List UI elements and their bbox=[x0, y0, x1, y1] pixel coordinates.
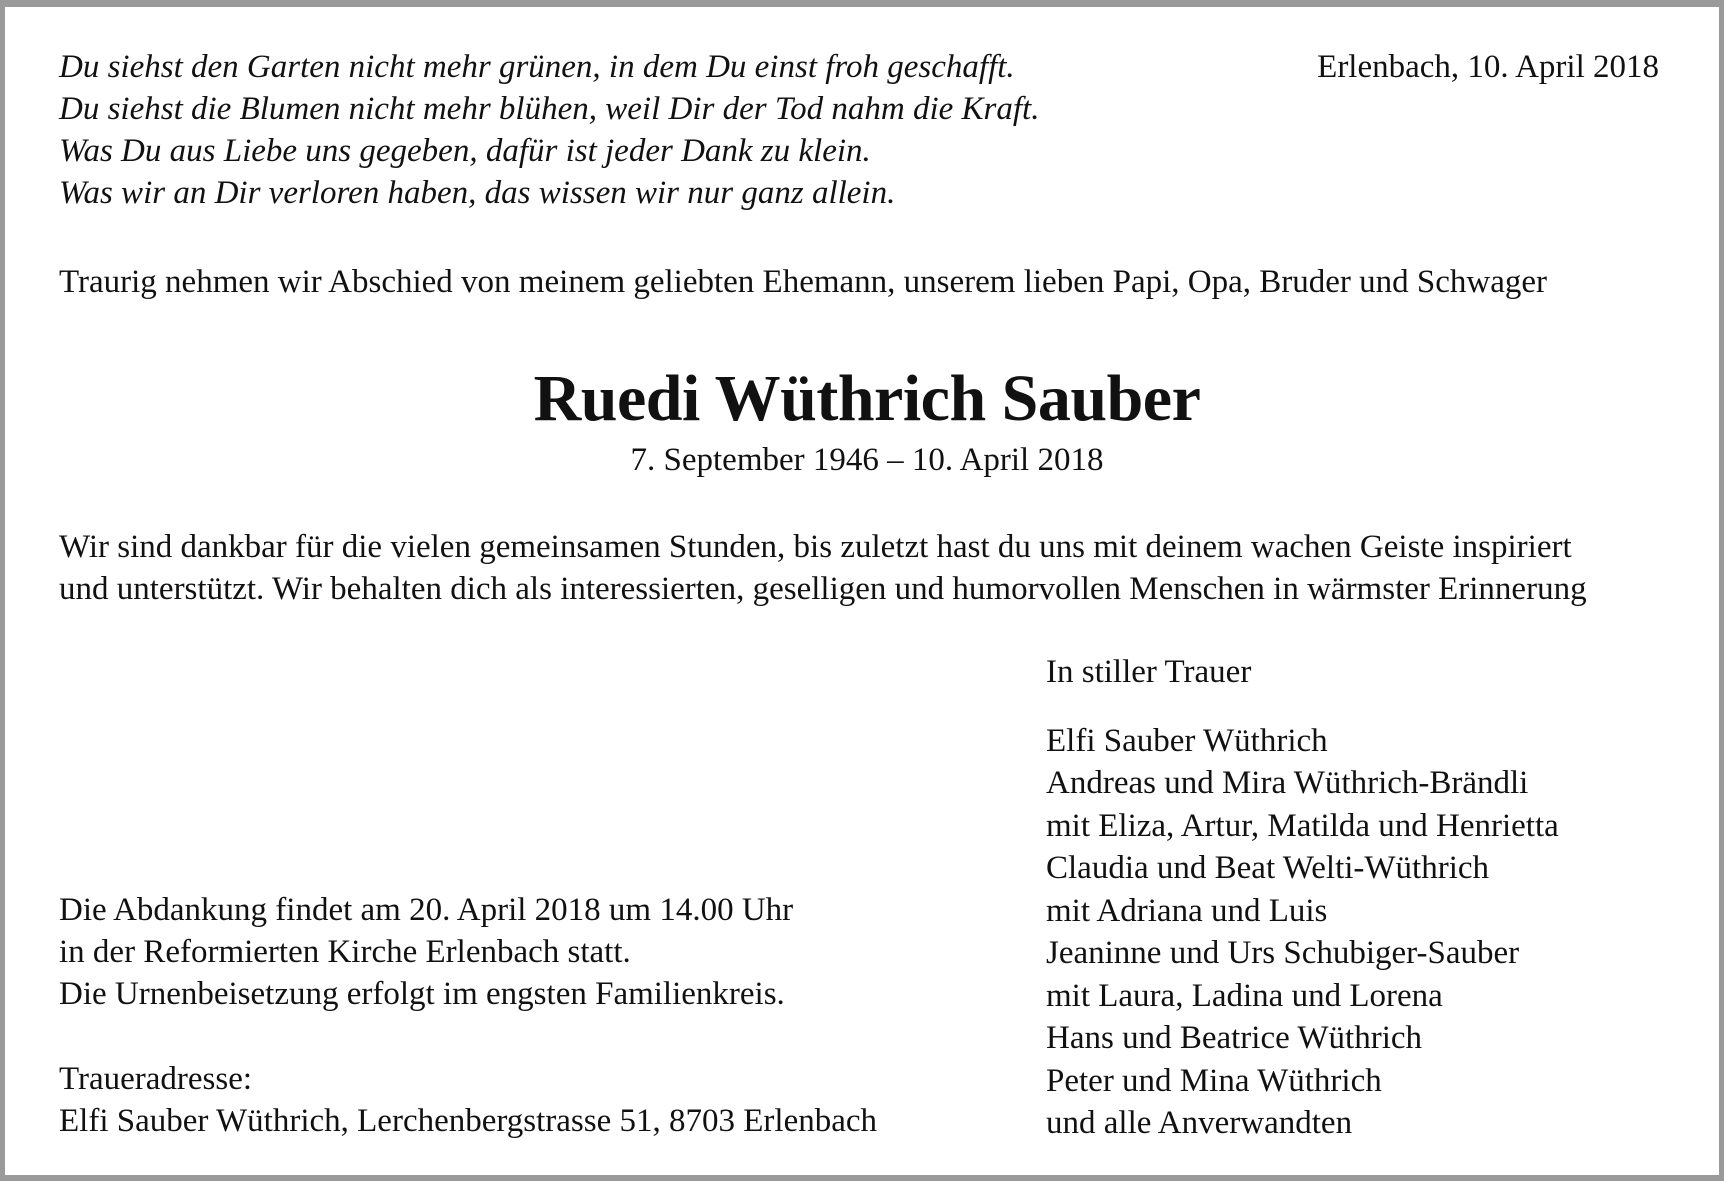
mourning-heading: In stiller Trauer bbox=[1046, 654, 1252, 690]
thanks-paragraph bbox=[59, 526, 1679, 610]
mourner-line: mit Eliza, Artur, Matilda und Henrietta bbox=[1046, 807, 1559, 844]
mourner-line: Claudia und Beat Welti-Wüthrich bbox=[1046, 850, 1490, 886]
mourner-line: und alle Anverwandten bbox=[1046, 1105, 1353, 1141]
thanks-line: Wir sind dankbar für die vielen gemeinsamen Stunden, bis zuletzt hast du uns mit deinem wachen Geiste inspiriert bbox=[59, 529, 1572, 565]
mourner-line: Peter und Mina Wüthrich bbox=[1046, 1062, 1382, 1099]
thanks-line: und unterstützt. Wir behalten dich als interessierten, geselligen und humorvollen Menschen in wärmster Erinnerung bbox=[59, 571, 1587, 607]
service-line: Die Urnenbeisetzung erfolgt im engsten Familienkreis. bbox=[59, 976, 785, 1012]
mourners-list bbox=[1046, 651, 1559, 1145]
mourning-address bbox=[59, 1058, 877, 1142]
address-label: Traueradresse: bbox=[59, 1061, 253, 1097]
mourner-line: mit Adriana und Luis bbox=[1046, 892, 1328, 929]
mourner-line: Jeaninne und Urs Schubiger-Sauber bbox=[1046, 935, 1520, 971]
intro-text: Traurig nehmen wir Abschied von meinem geliebten Ehemann, unserem lieben Papi, Opa, Bruder und Schwager bbox=[59, 264, 1547, 300]
mourner-line: Andreas und Mira Wüthrich-Brändli bbox=[1046, 765, 1529, 801]
poem-line: Du siehst die Blumen nicht mehr blühen, weil Dir der Tod nahm die Kraft. bbox=[59, 91, 1040, 127]
service-line: in der Reformierten Kirche Erlenbach statt. bbox=[59, 934, 631, 970]
memorial-poem bbox=[59, 46, 1039, 214]
mourner-line: Elfi Sauber Wüthrich bbox=[1046, 722, 1328, 759]
deceased-name: Ruedi Wüthrich Sauber bbox=[533, 362, 1201, 435]
poem-line: Was wir an Dir verloren haben, das wissen wir nur ganz allein. bbox=[59, 175, 896, 211]
funeral-service-info bbox=[59, 889, 793, 1015]
mourner-line: Hans und Beatrice Wüthrich bbox=[1046, 1020, 1423, 1056]
address-value: Elfi Sauber Wüthrich, Lerchenbergstrasse 51, 8703 Erlenbach bbox=[59, 1103, 878, 1139]
place-and-date: Erlenbach, 10. April 2018 bbox=[1317, 49, 1659, 85]
mourner-line: mit Laura, Ladina und Lorena bbox=[1046, 977, 1443, 1014]
poem-line: Du siehst den Garten nicht mehr grünen, in dem Du einst froh geschafft. bbox=[59, 49, 1015, 85]
poem-line: Was Du aus Liebe uns gegeben, dafür ist jeder Dank zu klein. bbox=[59, 133, 871, 169]
service-line: Die Abdankung findet am 20. April 2018 um 14.00 Uhr bbox=[59, 892, 794, 928]
life-dates: 7. September 1946 – 10. April 2018 bbox=[630, 442, 1104, 478]
